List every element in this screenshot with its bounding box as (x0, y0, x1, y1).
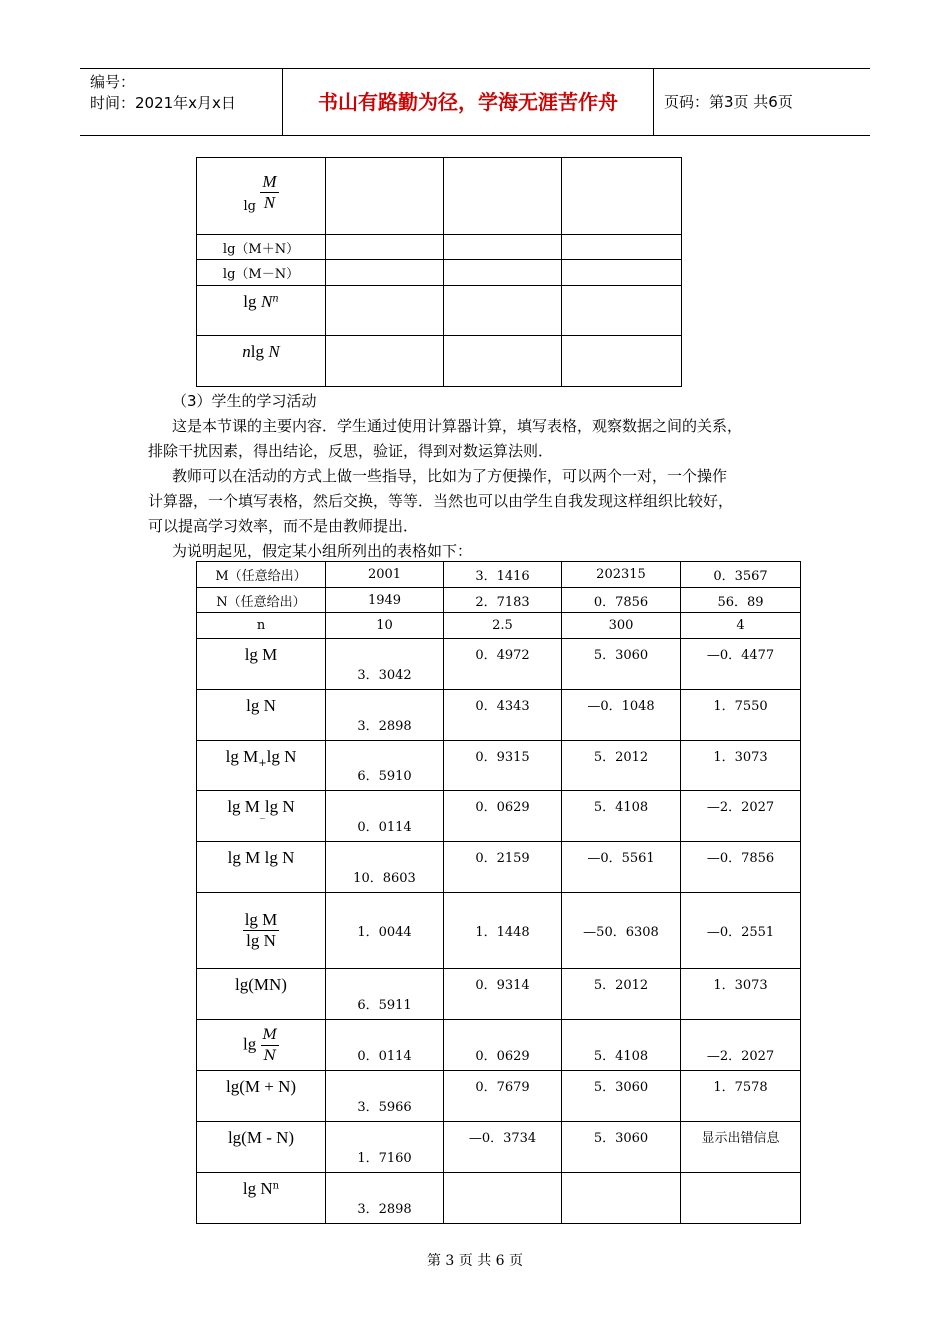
table-cell: —0．3734 (444, 1122, 562, 1173)
table-cell: 0．4343 (444, 690, 562, 741)
label-lg-m-over-n: lg $\frac{M}{N}$ (197, 158, 326, 235)
table-cell: 0．2159 (444, 842, 562, 893)
table-cell (562, 235, 682, 260)
table-row (197, 969, 801, 1020)
table-cell: —0．2551 (681, 893, 801, 969)
table-cell (326, 336, 444, 387)
table-cell (444, 286, 562, 336)
table-cell (444, 336, 562, 387)
table-cell: 5．4108 (562, 1020, 681, 1071)
table-row (197, 286, 682, 336)
table-row (197, 690, 801, 741)
table-cell: 5．4108 (562, 791, 681, 842)
header-page-info: 页码：第3页 共6页 (664, 93, 793, 111)
table-cell: 2.5 (444, 613, 562, 639)
table-cell: —2．2027 (681, 1020, 801, 1071)
table-cell (444, 235, 562, 260)
table-cell: 5．2012 (562, 969, 681, 1020)
table-cell: 0．3567 (681, 562, 801, 588)
label-n-lg-n: nlg N (197, 336, 326, 387)
table-cell (562, 286, 682, 336)
log-data-table (196, 561, 801, 1224)
table-cell: 2．7183 (444, 588, 562, 613)
paragraph-line: 为说明起见，假定某小组所列出的表格如下： (172, 542, 473, 560)
table-row (197, 562, 801, 588)
table-cell: 300 (562, 613, 681, 639)
paragraph-line: 计算器，一个填写表格，然后交换，等等．当然也可以由学生自我发现这样组织比较好， (148, 492, 734, 510)
table-row (197, 1071, 801, 1122)
table-cell: 1．7160 (326, 1122, 444, 1173)
number-label: 编号： (90, 73, 136, 91)
table-cell: 3．3042 (326, 639, 444, 690)
header-meta (80, 69, 282, 135)
table-cell (562, 1173, 681, 1224)
table-row (197, 158, 682, 235)
table-cell: 3．2898 (326, 690, 444, 741)
table-cell (444, 1173, 562, 1224)
table-row (197, 842, 801, 893)
table-cell: 6．5911 (326, 969, 444, 1020)
time-label: 时间：2021年x月x日 (90, 94, 236, 112)
table-cell: 0．0114 (326, 1020, 444, 1071)
table-cell: 4 (681, 613, 801, 639)
table-cell: 202315 (562, 562, 681, 588)
table-cell (326, 260, 444, 286)
table-cell (562, 260, 682, 286)
label-lg-m-plus-n: lg（M＋N） (197, 235, 326, 260)
table-row (197, 336, 682, 387)
table-cell: 0．7679 (444, 1071, 562, 1122)
table-cell: 0．7856 (562, 588, 681, 613)
table-cell: 56．89 (681, 588, 801, 613)
table-cell: 0．0629 (444, 1020, 562, 1071)
table-cell: 10．8603 (326, 842, 444, 893)
row-label-lg-m-plus-n: lg(M + N) (197, 1071, 326, 1122)
table-row (197, 893, 801, 969)
row-label-lg-m-minus-lg-n: $\lg M_{\_}\lg$ N (197, 791, 326, 842)
table-cell: 3．1416 (444, 562, 562, 588)
table-cell-error: 显示出错信息 (681, 1122, 801, 1173)
table-cell: 5．3060 (562, 1122, 681, 1173)
table-cell: 10 (326, 613, 444, 639)
table-row (197, 791, 801, 842)
row-label-lg-n-pow-n: $\lg N^n$ (197, 1173, 326, 1224)
table-row (197, 1020, 801, 1071)
table-row (197, 1122, 801, 1173)
table-cell: 5．3060 (562, 639, 681, 690)
row-label-lg-m-over-lg-n: $\frac{\text{lg M}}{\text{lg N}}$ (197, 893, 326, 969)
row-label: M（任意给出） (197, 562, 326, 588)
table-cell: —0．4477 (681, 639, 801, 690)
table-cell: 5．2012 (562, 741, 681, 791)
table-cell: 1．7550 (681, 690, 801, 741)
table-cell: —0．7856 (681, 842, 801, 893)
table-cell (326, 286, 444, 336)
table-row (197, 1173, 801, 1224)
label-lg-m-minus-n: lg（M－N） (197, 260, 326, 286)
row-label: n (197, 613, 326, 639)
table-cell (681, 1173, 801, 1224)
paragraph-line: 可以提高学习效率，而不是由教师提出． (148, 517, 419, 535)
table-cell: 2001 (326, 562, 444, 588)
table-cell: 0．9314 (444, 969, 562, 1020)
table-cell (562, 158, 682, 235)
log-table-blank (196, 157, 682, 387)
table-row (197, 613, 801, 639)
table-cell: 6．5910 (326, 741, 444, 791)
paragraph-line: 教师可以在活动的方式上做一些指导，比如为了方便操作，可以两个一对，一个操作 (172, 467, 728, 485)
table-row (197, 260, 682, 286)
paragraph-line: 排除干扰因素，得出结论，反思，验证，得到对数运算法则． (148, 442, 554, 460)
row-label-lg-mn: lg(MN) (197, 969, 326, 1020)
table-cell: 0．4972 (444, 639, 562, 690)
row-label: N（任意给出） (197, 588, 326, 613)
paragraph-line: 这是本节课的主要内容．学生通过使用计算器计算，填写表格，观察数据之间的关系， (172, 417, 743, 435)
table-cell (326, 235, 444, 260)
table-row (197, 235, 682, 260)
table-cell: —0．5561 (562, 842, 681, 893)
table-cell: 1．3073 (681, 741, 801, 791)
table-cell (562, 336, 682, 387)
row-label-lg-m-plus-lg-n: $\lg M_+\lg$ N (197, 741, 326, 791)
row-label-lg-m: lg M (197, 639, 326, 690)
table-cell (326, 158, 444, 235)
table-row (197, 588, 801, 613)
table-cell: 0．9315 (444, 741, 562, 791)
table-cell: 3．2898 (326, 1173, 444, 1224)
table-cell (444, 158, 562, 235)
table-cell: 1．3073 (681, 969, 801, 1020)
table-cell: 0．0114 (326, 791, 444, 842)
header-motto: 书山有路勤为径，学海无涯苦作舟 (282, 69, 654, 135)
row-label-lg-m-over-n: lg $\frac{M}{N}$ (197, 1020, 326, 1071)
row-label-lg-m-times-lg-n: lg M lg N (197, 842, 326, 893)
page-footer: 第 3 页 共 6 页 (426, 1253, 524, 1269)
table-cell: 1949 (326, 588, 444, 613)
table-cell: 0．0629 (444, 791, 562, 842)
table-row (197, 639, 801, 690)
row-label-lg-n: lg N (197, 690, 326, 741)
table-cell: 1．1448 (444, 893, 562, 969)
row-label-lg-m-minus-n: lg(M - N) (197, 1122, 326, 1173)
table-cell: —2．2027 (681, 791, 801, 842)
table-row (197, 741, 801, 791)
table-cell: —0．1048 (562, 690, 681, 741)
table-cell: 5．3060 (562, 1071, 681, 1122)
table-cell: 1．7578 (681, 1071, 801, 1122)
table-cell (444, 260, 562, 286)
table-cell: —50．6308 (562, 893, 681, 969)
section-heading: （3）学生的学习活动 (172, 392, 317, 410)
table-cell: 3．5966 (326, 1071, 444, 1122)
table-cell: 1．0044 (326, 893, 444, 969)
label-lg-n-pow-n: $\lg N^n$ (197, 286, 326, 336)
page-header (80, 68, 870, 136)
